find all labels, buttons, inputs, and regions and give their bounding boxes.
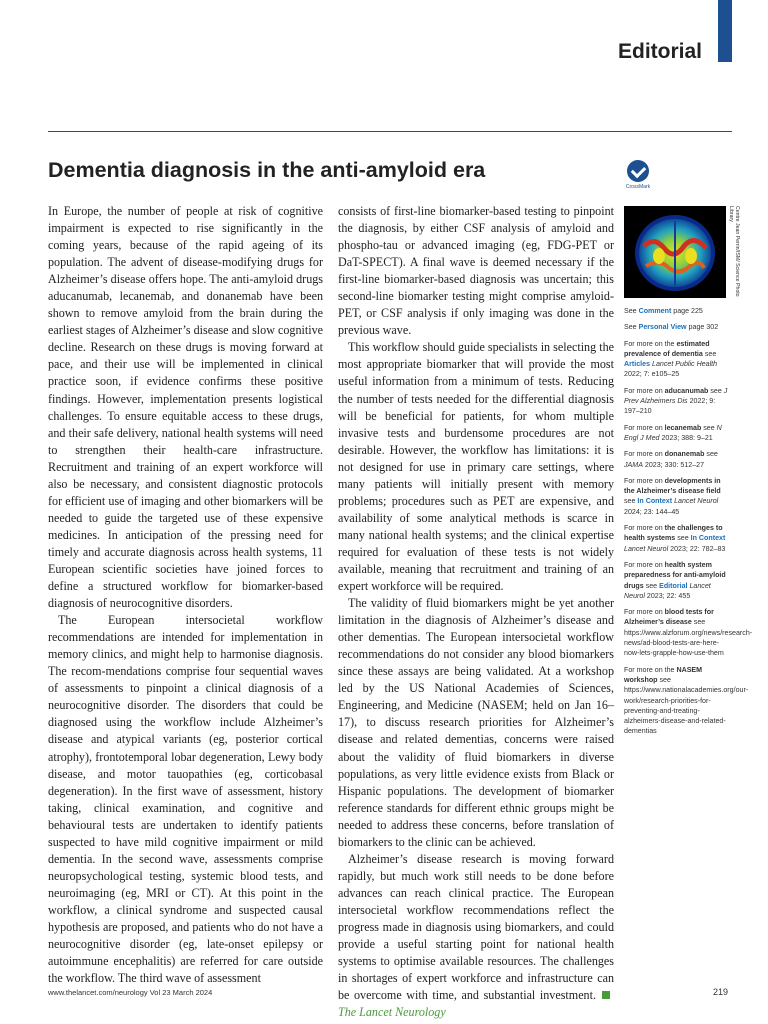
sidebar-note — [624, 476, 732, 517]
note-text: See — [624, 323, 639, 332]
note-journal: Lancet Neurol — [672, 497, 719, 506]
note-text: For more on the — [624, 339, 677, 348]
note-text: page 225 — [671, 307, 703, 315]
note-text: For more on — [624, 450, 665, 459]
note-text: For more on — [624, 608, 665, 617]
sidebar-note — [624, 560, 732, 601]
article-title: Dementia diagnosis in the anti-amyloid era — [48, 158, 486, 182]
crossmark-badge[interactable] — [624, 160, 652, 190]
crossmark-icon — [627, 160, 649, 182]
note-journal: N Engl J Med — [624, 423, 722, 442]
note-text: For more on — [624, 386, 665, 395]
note-url[interactable]: see https://www.alzforum.org/news/research-news/ad-blood-tests-are-here-now-lets-grapple-how-use-them — [624, 618, 753, 658]
article-column-2 — [338, 203, 614, 1021]
article-column-1 — [48, 203, 323, 987]
note-link[interactable]: Personal View — [638, 323, 687, 332]
note-topic: blood tests for Alzheimer’s disease — [624, 608, 714, 627]
sidebar-note — [624, 607, 753, 658]
note-journal: Lancet Public Health — [650, 360, 718, 369]
header-rule — [48, 131, 732, 132]
note-text: see — [643, 581, 660, 590]
paragraph-text: Alzheimer’s disease research is moving forward rapidly, but much work still needs to be done before advances can reach clinical practice. The European intersocietal workflow recommendations reflect the progress made in diagnosis using biomarkers, and could provide a useful starting point for national health systems to optimise available resources. The challenges in shortages of expert workforce and infrastructure can be overcome with time, and substantial investment. — [338, 851, 614, 1003]
brain-scan-image — [624, 206, 726, 298]
sidebar-note — [624, 339, 732, 380]
crossmark-label: CrossMark — [625, 184, 651, 190]
note-text: 2023; 22: 455 — [644, 591, 691, 600]
note-link[interactable]: In Context — [637, 497, 673, 506]
note-text: see — [708, 386, 724, 395]
note-journal: JAMA — [624, 460, 643, 469]
paragraph — [338, 851, 614, 1021]
paragraph: This workflow should guide specialists in selecting the most appropriate biomarker that will provide the most useful information from a minimum of tests. Reducing the number of tests needed for the differential diagnosis will be beneficial for patients, for whom multiple invasive tests and burdensome procedures are not desirable. However, the workflow has limitations: it is not designed for use in primary care settings, where many patients will initially present with memory problems; procedures such as PET are expensive, and availability of some analytical methods is scarce in many national health systems; and the clinical expertise required for evaluation of these tests is not widely available, meaning that recruitment and training of an expert workforce will be required. — [338, 340, 614, 594]
note-link[interactable]: In Context — [690, 534, 726, 543]
note-link[interactable]: Articles — [624, 360, 651, 369]
note-text: See — [624, 307, 639, 315]
signoff-square-icon — [602, 991, 610, 999]
footer-journal-info: www.thelancet.com/neurology Vol 23 March 2024 — [48, 988, 213, 997]
sidebar-note — [624, 386, 732, 417]
photo-credit: Centre Jean Perrin/ISM/ Science Photo Library — [728, 206, 740, 297]
note-topic: the challenges to health systems — [624, 524, 723, 543]
note-text: 2023; 22: 782–83 — [668, 544, 726, 553]
note-text: For more on — [624, 560, 665, 569]
note-topic: aducanumab — [664, 386, 709, 395]
sidebar-notes — [624, 306, 753, 743]
note-text: 2023; 330: 512–27 — [642, 460, 705, 469]
note-text: see — [624, 497, 638, 506]
sidebar-note — [624, 423, 732, 444]
note-topic: estimated prevalence of dementia — [624, 339, 710, 358]
note-text: 2022; 7: e105–25 — [624, 370, 680, 379]
note-text: page 302 — [686, 323, 719, 332]
note-text: see — [704, 450, 718, 459]
note-text: see — [675, 534, 691, 543]
note-text: see — [702, 349, 717, 358]
paragraph: The European intersocietal workflow recommendations are intended for implementation in memory clinics, and might help to harmonise diagnosis. The recom-mendations comprise four sequential waves of assessments to pinpoint a clinical diagnosis of a neurocognitive disorder. The disorders that could be diagnosed using the workflow include Alzheimer’s disease and atypical variants (eg, posterior cortical atrophy), frontotemporal lobar degeneration, Lewy body disease, and motor tauopathies (eg, corticobasal degeneration). In the first wave of assessment, history taking, clinical examination, and cognitive and behavioural tests are undertaken to identify patients suspected to have mild cognitive impairment or mild dementia. In the second wave, assessments comprise neuropsychological testing, systemic blood tests, and neuroimaging (eg, MRI or CT). At this point in the workflow, a clinical syndrome and suspected causal hypothesis are proposed, and patients who do not have a neurocognitive disorder (eg, late-onset epilepsy or autoimmune encephalitis) are referred for care outside the workflow. The third wave of assessment — [48, 613, 323, 986]
note-topic: lecanemab — [664, 423, 702, 432]
note-text: 2022; 9: 197–210 — [624, 397, 716, 416]
note-topic: NASEM workshop — [624, 665, 703, 684]
note-journal: Lancet Neurol — [624, 581, 711, 600]
note-text: For more on — [624, 524, 665, 533]
page-number: 219 — [712, 987, 728, 997]
sidebar-note — [624, 322, 732, 332]
note-text: For more on — [624, 423, 665, 432]
sidebar-note — [624, 449, 732, 470]
paragraph: The validity of fluid biomarkers might be yet another limitation in the diagnosis of Alzheimer’s disease and other dementias. The European intersocietal workflow recommendations do not consider any blood biomarkers since these assays are being validated. At a workshop led by the US National Academies of Sciences, Engineering, and Medicine (NASEM; held on Jan 16–17), to discuss research priorities for Alzheimer’s disease and related dementias, concerns were raised about the validity of fluid biomarkers in diverse populations, as very little evidence exists from Black or Hispanic populations. The development of biomarker reference standards for different ethnic groups might be needed to address these concerns, before translation of biomarkers to the clinic can be achieved. — [338, 596, 614, 849]
note-text: see — [701, 423, 717, 432]
note-text: For more on — [624, 476, 665, 485]
note-topic: donanemab — [664, 450, 705, 459]
note-link[interactable]: Comment — [638, 307, 672, 315]
note-text: 2023; 388: 9–21 — [659, 433, 713, 442]
signoff: The Lancet Neurology — [338, 1005, 446, 1020]
note-url[interactable]: see https://www.nationalacademies.org/our-work/research-priorities-for-preventing-and-treating-alzheimers-disease-and-related-dementias — [624, 675, 749, 736]
note-link[interactable]: Editorial — [659, 581, 688, 590]
note-journal: Lancet Neurol — [624, 544, 669, 553]
sidebar-note — [624, 523, 732, 554]
section-label: Editorial — [617, 40, 702, 63]
note-journal: J Prev Alzheimers Dis — [624, 386, 728, 406]
paragraph: consists of first-line biomarker-based testing to pinpoint the diagnosis, by either CSF analysis of amyloid and phospho-tau or advanced imaging (eg, FDG-PET or DaT-SPECT). A final wave is deemed necessary if the first-line biomarker-based diagnosis was uncertain; this second-line biomarker testing might comprise amyloid-PET, or CSF analysis if only imaging was done in the previous wave. — [338, 204, 614, 338]
sidebar-note — [624, 665, 749, 737]
header-accent-bar — [718, 0, 732, 62]
note-topic: developments in the Alzheimer’s disease field — [624, 476, 721, 496]
note-text: 2024; 23: 144–45 — [624, 507, 680, 516]
note-text: For more on the — [624, 665, 677, 674]
paragraph: In Europe, the number of people at risk of cognitive impairment is expected to rise significantly in the coming years, because of the rapid ageing of its population. The advent of disease-modifying drugs for Alzheimer’s disease offers hope. The anti-amyloid drugs aducanumab, lecanemab, and donanemab have been shown to remove amyloid from the brain during the earliest stages of Alzheimer’s disease and slow cognitive decline. Research on these drugs is moving forward at pace, and their use will be implemented in clinical practice soon, if evidence confirms these positive findings. However, implementation presents logistical challenges. To ensure equitable access to these drugs, and their safe delivery, national health systems will need to strengthen their health-care infrastructure. Recruitment and training of an expert workforce will also be necessary, and consistent diagnostic protocols for efficient use of imaging and other biomarkers will be needed to guide the targeted use of these expensive medicines. In anticipation of the pressing need for timely and accurate diagnosis across health systems, 11 European scientific societies have joined forces to define a structured workflow for biomarker-based diagnosis of neurocognitive disorders. — [48, 204, 323, 611]
sidebar-note — [624, 306, 732, 316]
note-topic: health system preparedness for anti-amyloid drugs — [624, 560, 726, 590]
